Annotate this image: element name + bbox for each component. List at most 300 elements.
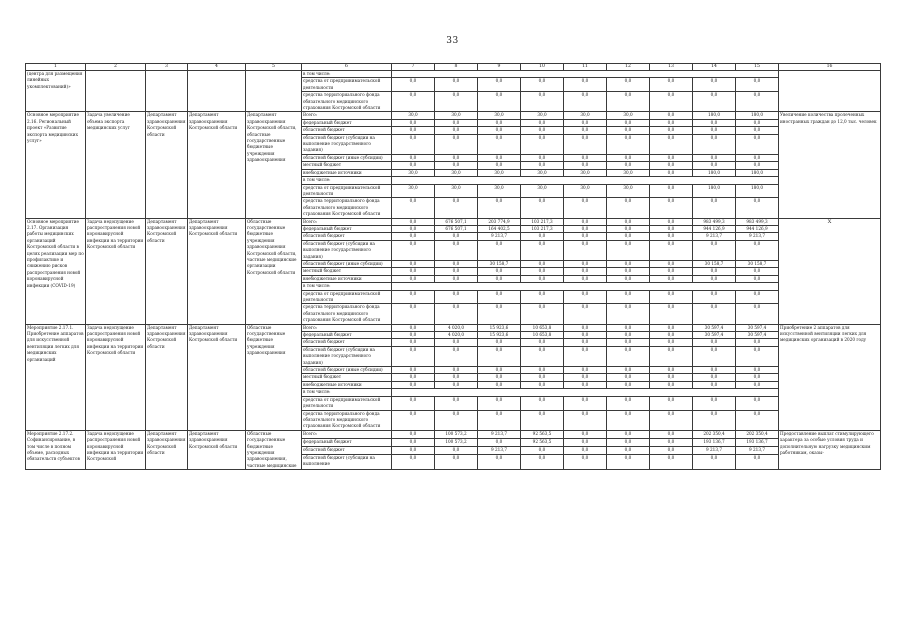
value-cell: 0,0: [650, 275, 693, 282]
value-cell: 0,0: [693, 275, 736, 282]
value-cell: 0,0: [564, 410, 607, 430]
row-label-cell: средства территориального фонда обязательного медицинского страхования Костромской области: [302, 304, 392, 324]
value-cell: 0,0: [564, 455, 607, 470]
value-cell: 0,0: [392, 367, 435, 374]
value-cell: 0,0: [392, 127, 435, 134]
value-cell: 0,0: [650, 446, 693, 454]
section-c4-cell: Департамент здравоохранения Костромской области: [188, 112, 246, 218]
section-c1-cell: Мероприятие 2.17.1. Приобретение аппаратов для искусственной вентиляции легких для медицинских организаций: [26, 324, 86, 430]
value-cell: 30,0: [521, 169, 564, 176]
value-cell: 0,0: [650, 455, 693, 470]
value-cell: 0,0: [607, 225, 650, 232]
value-cell: 0,0: [521, 92, 564, 112]
column-number-cell: 10: [521, 64, 564, 71]
value-cell: 0,0: [564, 198, 607, 218]
value-cell: 0,0: [564, 233, 607, 240]
value-cell: 30 158,7: [736, 260, 779, 267]
value-cell: 0,0: [392, 455, 435, 470]
row-label-cell: в том числе:: [302, 177, 392, 184]
value-cell: 0,0: [478, 346, 521, 366]
value-cell: 0,0: [392, 410, 435, 430]
row-label-cell: областной бюджет: [302, 127, 392, 134]
value-cell: 0,0: [693, 240, 736, 260]
value-cell: 0,0: [392, 275, 435, 282]
value-cell: 0,0: [736, 92, 779, 112]
result-cell: Приобретение 2 аппаратов для искусственной вентиляции легких для медицинских организаций в 2020 году: [779, 324, 881, 430]
value-cell: 0,0: [392, 430, 435, 438]
value-cell: 0,0: [478, 367, 521, 374]
value-cell: 0,0: [607, 339, 650, 346]
row-label-cell: средства территориального фонда обязательного медицинского страхования Костромской области: [302, 198, 392, 218]
value-cell: 193 136,7: [693, 438, 736, 446]
value-cell: 0,0: [478, 410, 521, 430]
value-cell: 0,0: [607, 290, 650, 304]
value-cell: 0,0: [564, 218, 607, 225]
value-cell: 0,0: [392, 381, 435, 388]
value-cell: 0,0: [521, 119, 564, 126]
value-cell: 0,0: [564, 134, 607, 154]
value-cell: 0,0: [736, 304, 779, 324]
value-cell: 0,0: [521, 339, 564, 346]
value-cell: 0,0: [564, 92, 607, 112]
row-label-cell: областной бюджет (иные субсидии): [302, 367, 392, 374]
section-c5-cell: Департамент здравоохранения Костромской области, областные государственные бюджетные учреждения здравоохранения: [246, 112, 302, 218]
value-cell: 0,0: [693, 162, 736, 169]
row-label-cell: средства территориального фонда обязательного медицинского страхования Костромской области: [302, 92, 392, 112]
value-cell: 0,0: [478, 78, 521, 92]
value-cell: 0,0: [564, 275, 607, 282]
header-row: [26, 64, 881, 71]
value-cell: 0,0: [693, 119, 736, 126]
value-cell: 0,0: [435, 455, 478, 470]
value-cell: 0,0: [693, 92, 736, 112]
value-cell: 0,0: [435, 396, 478, 410]
row-label-cell: средства территориального фонда обязательного медицинского страхования Костромской области: [302, 410, 392, 430]
value-cell: 0,0: [521, 127, 564, 134]
value-cell: 164 402,5: [478, 225, 521, 232]
value-cell: 0,0: [564, 268, 607, 275]
section-c3-cell: Департамент здравоохранения Костромской области: [146, 112, 188, 218]
value-cell: 180,0: [693, 169, 736, 176]
value-cell: 0,0: [435, 367, 478, 374]
value-cell: 9 213,7: [736, 233, 779, 240]
row-label-cell: областной бюджет (субсидии на выполнение государственного задания): [302, 134, 392, 154]
value-cell: 0,0: [693, 396, 736, 410]
value-cell: 0,0: [521, 78, 564, 92]
value-cell: 0,0: [650, 290, 693, 304]
value-cell: 0,0: [392, 290, 435, 304]
value-cell: 0,0: [650, 268, 693, 275]
value-cell: 0,0: [650, 346, 693, 366]
value-cell: 0,0: [564, 332, 607, 339]
value-cell: 0,0: [607, 396, 650, 410]
value-cell: 180,0: [693, 184, 736, 198]
value-cell: 0,0: [693, 374, 736, 381]
value-cell: 0,0: [521, 198, 564, 218]
value-cell: 0,0: [607, 154, 650, 161]
value-cell: 0,0: [564, 346, 607, 366]
value-cell: 0,0: [478, 275, 521, 282]
value-cell: 0,0: [478, 119, 521, 126]
value-cell: 30,0: [435, 112, 478, 119]
value-cell: 0,0: [607, 446, 650, 454]
value-cell: 0,0: [521, 275, 564, 282]
value-cell: 944 126,9: [736, 225, 779, 232]
table-row: [26, 112, 881, 119]
value-cell: 0,0: [392, 198, 435, 218]
value-cell: 0,0: [607, 119, 650, 126]
section-c4-cell: [188, 71, 246, 112]
value-cell: 0,0: [736, 455, 779, 470]
value-cell: 0,0: [521, 346, 564, 366]
value-cell: 0,0: [650, 233, 693, 240]
value-cell: 0,0: [564, 324, 607, 331]
row-label-cell: Всего:: [302, 324, 392, 331]
value-cell: 9 213,7: [478, 430, 521, 438]
row-label-cell: областной бюджет (иные субсидии): [302, 260, 392, 267]
value-cell: 30,0: [435, 184, 478, 198]
empty-values-cell: [392, 71, 779, 78]
value-cell: 0,0: [607, 374, 650, 381]
value-cell: 203 774,9: [478, 218, 521, 225]
value-cell: 0,0: [693, 455, 736, 470]
empty-values-cell: [392, 283, 779, 290]
row-label-cell: в том числе:: [302, 283, 392, 290]
value-cell: 0,0: [392, 92, 435, 112]
value-cell: 0,0: [607, 260, 650, 267]
value-cell: 30,0: [478, 112, 521, 119]
value-cell: 0,0: [435, 410, 478, 430]
value-cell: 0,0: [650, 381, 693, 388]
section-c3-cell: [146, 71, 188, 112]
value-cell: 0,0: [521, 410, 564, 430]
value-cell: 0,0: [392, 119, 435, 126]
value-cell: 944 126,9: [693, 225, 736, 232]
row-label-cell: местный бюджет: [302, 268, 392, 275]
value-cell: 0,0: [478, 268, 521, 275]
value-cell: 180,0: [736, 169, 779, 176]
value-cell: 100 573,2: [435, 438, 478, 446]
column-number-cell: 13: [650, 64, 693, 71]
value-cell: 0,0: [392, 134, 435, 154]
value-cell: 0,0: [521, 446, 564, 454]
value-cell: 0,0: [478, 92, 521, 112]
value-cell: 30,0: [478, 169, 521, 176]
value-cell: 0,0: [650, 218, 693, 225]
value-cell: 0,0: [392, 162, 435, 169]
value-cell: 0,0: [693, 367, 736, 374]
value-cell: 0,0: [435, 154, 478, 161]
value-cell: 0,0: [607, 78, 650, 92]
value-cell: 0,0: [564, 381, 607, 388]
row-label-cell: внебюджетные источники: [302, 275, 392, 282]
value-cell: 30 158,7: [478, 260, 521, 267]
section-c3-cell: Департамент здравоохранения Костромской области: [146, 218, 188, 324]
value-cell: 0,0: [435, 446, 478, 454]
value-cell: 0,0: [607, 367, 650, 374]
value-cell: 30,0: [521, 112, 564, 119]
value-cell: 202 350,4: [736, 430, 779, 438]
value-cell: 0,0: [392, 396, 435, 410]
value-cell: 0,0: [435, 127, 478, 134]
value-cell: 0,0: [736, 162, 779, 169]
section-c2-cell: Задача недопущение распространения новой коронавирусной инфекции на территории Костромской области: [86, 324, 146, 430]
value-cell: 0,0: [521, 304, 564, 324]
value-cell: 0,0: [650, 134, 693, 154]
value-cell: 0,0: [693, 154, 736, 161]
value-cell: 0,0: [435, 134, 478, 154]
value-cell: 0,0: [736, 198, 779, 218]
value-cell: 30,0: [564, 184, 607, 198]
section-c5-cell: Областные государственные бюджетные учреждения здравоохранения Костромской области, частные медицинские организации Костромской области: [246, 218, 302, 324]
value-cell: 0,0: [650, 162, 693, 169]
value-cell: 0,0: [607, 92, 650, 112]
value-cell: 0,0: [521, 154, 564, 161]
row-label-cell: областной бюджет (иные субсидии): [302, 154, 392, 161]
row-label-cell: местный бюджет: [302, 162, 392, 169]
value-cell: 0,0: [607, 233, 650, 240]
value-cell: 0,0: [478, 127, 521, 134]
value-cell: 30,0: [607, 184, 650, 198]
value-cell: 0,0: [650, 119, 693, 126]
value-cell: 0,0: [564, 430, 607, 438]
value-cell: 0,0: [435, 381, 478, 388]
value-cell: 0,0: [392, 332, 435, 339]
value-cell: 0,0: [650, 240, 693, 260]
value-cell: 0,0: [478, 134, 521, 154]
value-cell: 0,0: [650, 438, 693, 446]
row-label-cell: внебюджетные источники: [302, 169, 392, 176]
section-c1-cell: Мероприятие 2.17.2. Софинансирование, в том числе в полном объеме, расходных обязательств субъектов: [26, 430, 86, 469]
row-label-cell: федеральный бюджет: [302, 332, 392, 339]
value-cell: 4 020,0: [435, 332, 478, 339]
row-label-cell: областной бюджет: [302, 339, 392, 346]
value-cell: 0,0: [650, 324, 693, 331]
empty-values-cell: [392, 177, 779, 184]
value-cell: 0,0: [564, 290, 607, 304]
value-cell: 0,0: [521, 134, 564, 154]
value-cell: 0,0: [693, 339, 736, 346]
section-c4-cell: Департамент здравоохранения Костромской области: [188, 218, 246, 324]
value-cell: 0,0: [435, 260, 478, 267]
row-label-cell: Всего:: [302, 112, 392, 119]
column-number-cell: 6: [302, 64, 392, 71]
value-cell: 103 217,3: [521, 225, 564, 232]
value-cell: 180,0: [693, 112, 736, 119]
value-cell: 0,0: [435, 119, 478, 126]
row-label-cell: областной бюджет (субсидии на выполнение государственного задания): [302, 240, 392, 260]
value-cell: 0,0: [650, 169, 693, 176]
row-label-cell: Всего:: [302, 430, 392, 438]
section-c3-cell: Департамент здравоохранения Костромской области: [146, 324, 188, 430]
value-cell: 30,0: [607, 169, 650, 176]
value-cell: 4 020,0: [435, 324, 478, 331]
row-label-cell: средства от предпринимательской деятельности: [302, 78, 392, 92]
value-cell: 0,0: [736, 127, 779, 134]
value-cell: 0,0: [650, 430, 693, 438]
section-c2-cell: Задача недопущение распространения новой коронавирусной инфекции на территории Костромской области: [86, 218, 146, 324]
value-cell: 0,0: [607, 381, 650, 388]
row-label-cell: средства от предпринимательской деятельности: [302, 396, 392, 410]
value-cell: 0,0: [564, 446, 607, 454]
column-number-cell: 4: [188, 64, 246, 71]
value-cell: 30,0: [564, 112, 607, 119]
value-cell: 0,0: [736, 374, 779, 381]
table-row: [26, 324, 881, 331]
column-number-cell: 11: [564, 64, 607, 71]
row-label-cell: областной бюджет: [302, 233, 392, 240]
value-cell: 0,0: [693, 304, 736, 324]
value-cell: 0,0: [521, 367, 564, 374]
column-number-cell: 15: [736, 64, 779, 71]
column-number-cell: 3: [146, 64, 188, 71]
value-cell: 0,0: [693, 268, 736, 275]
section-c2-cell: Задача увеличение объема экспорта медицинских услуг: [86, 112, 146, 218]
value-cell: 202 350,4: [693, 430, 736, 438]
value-cell: 0,0: [521, 260, 564, 267]
value-cell: 0,0: [392, 374, 435, 381]
value-cell: 0,0: [521, 381, 564, 388]
value-cell: 0,0: [693, 410, 736, 430]
row-label-cell: местный бюджет: [302, 374, 392, 381]
value-cell: 15 923,6: [478, 332, 521, 339]
value-cell: 0,0: [392, 260, 435, 267]
value-cell: 0,0: [564, 225, 607, 232]
value-cell: 983 499,3: [693, 218, 736, 225]
value-cell: 0,0: [435, 374, 478, 381]
value-cell: 0,0: [435, 268, 478, 275]
row-label-cell: средства от предпринимательской деятельности: [302, 290, 392, 304]
value-cell: 0,0: [564, 162, 607, 169]
table-row: [26, 71, 881, 78]
value-cell: 0,0: [478, 162, 521, 169]
value-cell: 0,0: [736, 339, 779, 346]
row-label-cell: областной бюджет (субсидии на выполнение государственного задания): [302, 346, 392, 366]
value-cell: 30 597,4: [693, 332, 736, 339]
value-cell: 0,0: [607, 455, 650, 470]
value-cell: 0,0: [478, 290, 521, 304]
row-label-cell: областной бюджет (субсидии на выполнение: [302, 455, 392, 470]
value-cell: 0,0: [392, 240, 435, 260]
value-cell: 676 507,1: [435, 218, 478, 225]
value-cell: 0,0: [650, 304, 693, 324]
value-cell: 0,0: [521, 374, 564, 381]
value-cell: 0,0: [521, 233, 564, 240]
value-cell: 0,0: [736, 290, 779, 304]
value-cell: 0,0: [607, 240, 650, 260]
value-cell: 193 136,7: [736, 438, 779, 446]
value-cell: 0,0: [650, 374, 693, 381]
value-cell: 0,0: [435, 339, 478, 346]
value-cell: 30,0: [392, 184, 435, 198]
value-cell: 0,0: [736, 396, 779, 410]
value-cell: 0,0: [736, 119, 779, 126]
value-cell: 676 507,1: [435, 225, 478, 232]
value-cell: 30 158,7: [693, 260, 736, 267]
value-cell: 0,0: [693, 381, 736, 388]
value-cell: 30,0: [392, 112, 435, 119]
value-cell: 30,0: [564, 169, 607, 176]
value-cell: 0,0: [650, 78, 693, 92]
value-cell: 15 923,6: [478, 324, 521, 331]
value-cell: 0,0: [650, 367, 693, 374]
value-cell: 0,0: [736, 134, 779, 154]
value-cell: 0,0: [435, 162, 478, 169]
value-cell: 0,0: [392, 339, 435, 346]
value-cell: 0,0: [478, 198, 521, 218]
column-number-cell: 1: [26, 64, 86, 71]
value-cell: 0,0: [736, 240, 779, 260]
value-cell: 0,0: [650, 396, 693, 410]
value-cell: 0,0: [650, 154, 693, 161]
value-cell: 0,0: [435, 78, 478, 92]
value-cell: 0,0: [736, 154, 779, 161]
value-cell: 0,0: [650, 112, 693, 119]
value-cell: 0,0: [478, 240, 521, 260]
value-cell: 180,0: [736, 184, 779, 198]
value-cell: 0,0: [478, 374, 521, 381]
value-cell: 0,0: [693, 78, 736, 92]
value-cell: 0,0: [736, 268, 779, 275]
row-label-cell: Всего:: [302, 218, 392, 225]
column-number-cell: 2: [86, 64, 146, 71]
value-cell: 0,0: [392, 346, 435, 366]
value-cell: 0,0: [650, 410, 693, 430]
row-label-cell: федеральный бюджет: [302, 119, 392, 126]
value-cell: 0,0: [564, 396, 607, 410]
value-cell: 103 217,3: [521, 218, 564, 225]
row-label-cell: областной бюджет: [302, 446, 392, 454]
value-cell: 0,0: [435, 92, 478, 112]
value-cell: 0,0: [736, 367, 779, 374]
value-cell: 0,0: [607, 127, 650, 134]
value-cell: 0,0: [607, 162, 650, 169]
value-cell: 0,0: [650, 260, 693, 267]
value-cell: 0,0: [435, 290, 478, 304]
value-cell: 0,0: [521, 240, 564, 260]
value-cell: 9 213,7: [478, 446, 521, 454]
value-cell: 9 213,7: [693, 233, 736, 240]
value-cell: 30,0: [607, 112, 650, 119]
value-cell: 0,0: [607, 268, 650, 275]
section-c2-cell: [86, 71, 146, 112]
value-cell: 30,0: [521, 184, 564, 198]
value-cell: 0,0: [392, 438, 435, 446]
column-number-cell: 16: [779, 64, 881, 71]
value-cell: 0,0: [435, 346, 478, 366]
value-cell: 0,0: [521, 162, 564, 169]
value-cell: 0,0: [693, 290, 736, 304]
value-cell: 9 213,7: [478, 233, 521, 240]
value-cell: 0,0: [564, 78, 607, 92]
value-cell: 100 573,2: [435, 430, 478, 438]
section-c1-cell: Основное мероприятие 2.16. Региональный проект «Развитие экспорта медицинских услуг»: [26, 112, 86, 218]
value-cell: 0,0: [607, 410, 650, 430]
value-cell: 0,0: [478, 339, 521, 346]
value-cell: 30 597,4: [693, 324, 736, 331]
value-cell: 0,0: [435, 275, 478, 282]
value-cell: 0,0: [392, 324, 435, 331]
row-label-cell: в том числе:: [302, 389, 392, 396]
value-cell: 0,0: [564, 438, 607, 446]
value-cell: 0,0: [521, 268, 564, 275]
value-cell: 0,0: [607, 218, 650, 225]
value-cell: 0,0: [435, 198, 478, 218]
value-cell: 0,0: [607, 198, 650, 218]
value-cell: 92 563,5: [521, 430, 564, 438]
section-c3-cell: Департамент здравоохранения Костромской области: [146, 430, 188, 469]
value-cell: 0,0: [693, 134, 736, 154]
